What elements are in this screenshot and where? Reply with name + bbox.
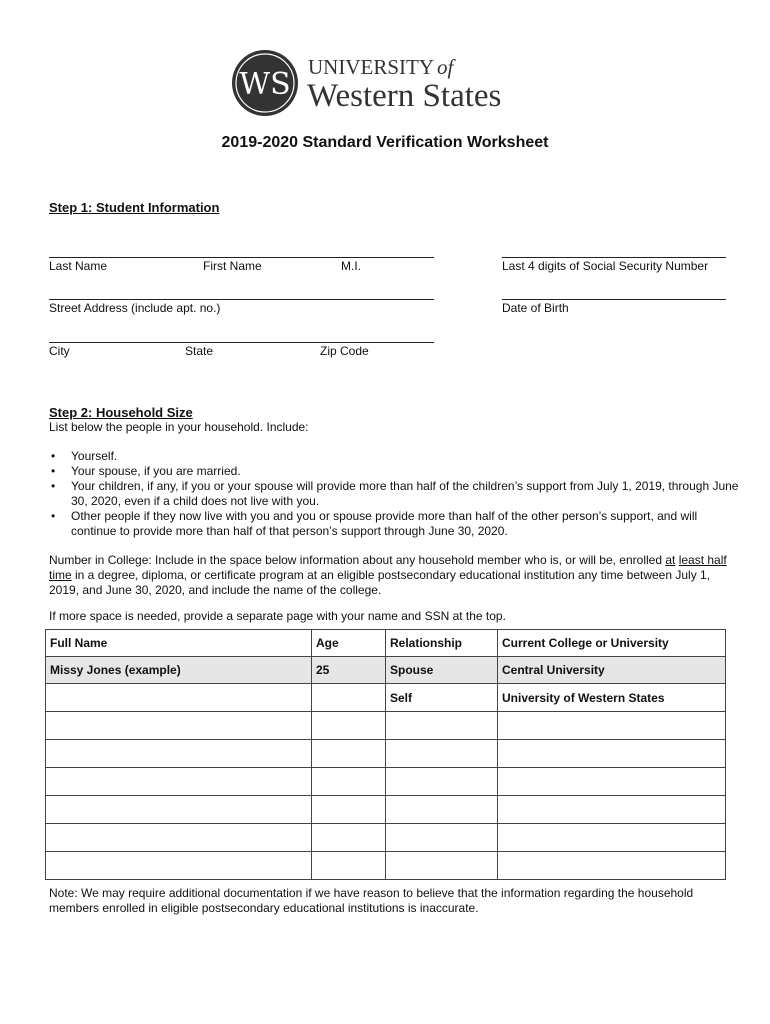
state-label: State <box>185 344 214 358</box>
col-full-name: Full Name <box>46 630 312 657</box>
table-cell[interactable] <box>46 796 312 824</box>
table-cell[interactable] <box>386 740 498 768</box>
table-cell: Self <box>386 684 498 712</box>
table-cell[interactable] <box>386 852 498 880</box>
table-row <box>46 852 726 880</box>
table-row <box>46 768 726 796</box>
step1-heading: Step 1: Student Information <box>49 200 220 215</box>
page-title: 2019-2020 Standard Verification Worksheet <box>221 134 549 151</box>
table-cell: Missy Jones (example) <box>46 657 312 684</box>
mi-label: M.I. <box>341 259 361 273</box>
table-cell[interactable] <box>312 768 386 796</box>
step2-heading: Step 2: Household Size <box>49 405 193 420</box>
table-cell[interactable] <box>498 740 726 768</box>
zip-label: Zip Code <box>320 344 369 358</box>
table-row-self <box>46 684 726 712</box>
table-cell[interactable] <box>386 768 498 796</box>
table-cell[interactable] <box>46 712 312 740</box>
table-row <box>46 796 726 824</box>
dob-line[interactable] <box>502 299 726 300</box>
bullet-item: • Your children, if any, if you or your spouse will provide more than half of the children’s support from July 1, 2019, through June 30, 2020, even if a child does not live with you. <box>49 479 739 509</box>
table-row <box>46 712 726 740</box>
city-line[interactable] <box>49 342 434 343</box>
logo-monogram: WS <box>239 67 291 102</box>
table-cell[interactable] <box>386 824 498 852</box>
table-cell: 25 <box>312 657 386 684</box>
table-cell: Central University <box>498 657 726 684</box>
ssn-label: Last 4 digits of Social Security Number <box>502 259 709 273</box>
first-name-label: First Name <box>203 259 262 273</box>
table-cell[interactable] <box>498 712 726 740</box>
table-header-row <box>46 630 726 657</box>
bullet-item: • Your spouse, if you are married. <box>49 464 739 479</box>
table-cell[interactable] <box>498 824 726 852</box>
col-relationship: Relationship <box>386 630 498 657</box>
table-cell[interactable] <box>386 796 498 824</box>
table-row-example <box>46 657 726 684</box>
table-cell[interactable] <box>312 824 386 852</box>
table-cell: Spouse <box>386 657 498 684</box>
logo-line1: UNIVERSITY of <box>308 55 454 79</box>
table-cell[interactable] <box>46 852 312 880</box>
step2-intro: List below the people in your household. Include: <box>49 420 309 434</box>
logo-line2: Western States <box>307 78 502 114</box>
household-table <box>45 629 726 880</box>
table-cell: University of Western States <box>498 684 726 712</box>
table-cell[interactable] <box>46 684 312 712</box>
bullet-item: • Other people if they now live with you and you or spouse provide more than half of the other person’s support, and will continue to provide more than half of that person’s support through June 30, 2020. <box>49 509 739 539</box>
university-logo <box>230 46 550 122</box>
table-cell[interactable] <box>312 712 386 740</box>
col-age: Age <box>312 630 386 657</box>
table-row <box>46 824 726 852</box>
more-space-note: If more space is needed, provide a separate page with your name and SSN at the top. <box>49 609 506 623</box>
col-college: Current College or University <box>498 630 726 657</box>
household-bullets <box>49 449 739 539</box>
table-cell[interactable] <box>498 796 726 824</box>
table-cell[interactable] <box>312 796 386 824</box>
last-name-label: Last Name <box>49 259 108 273</box>
street-line[interactable] <box>49 299 434 300</box>
college-paragraph: Number in College: Include in the space below information about any household member who is, or will be, enrolled at least half time in a degree, diploma, or certificate program at an eligible postsecondary educational institution any time between July 1, 2019, and June 30, 2020, and include the name of the college. <box>49 553 727 597</box>
table-cell[interactable] <box>498 852 726 880</box>
ssn-line[interactable] <box>502 257 726 258</box>
street-label: Street Address (include apt. no.) <box>49 301 221 315</box>
table-cell[interactable] <box>312 852 386 880</box>
table-cell[interactable] <box>46 824 312 852</box>
table-cell[interactable] <box>386 712 498 740</box>
city-label: City <box>49 344 70 358</box>
table-cell[interactable] <box>312 740 386 768</box>
table-cell[interactable] <box>46 768 312 796</box>
bullet-item: • Yourself. <box>49 449 739 464</box>
name-line[interactable] <box>49 257 434 258</box>
documentation-note: Note: We may require additional documentation if we have reason to believe that the information regarding the household members enrolled in eligible postsecondary educational institutions is inaccurate. <box>49 886 694 915</box>
table-cell[interactable] <box>312 684 386 712</box>
table-cell[interactable] <box>46 740 312 768</box>
dob-label: Date of Birth <box>502 301 569 315</box>
table-cell[interactable] <box>498 768 726 796</box>
table-row <box>46 740 726 768</box>
